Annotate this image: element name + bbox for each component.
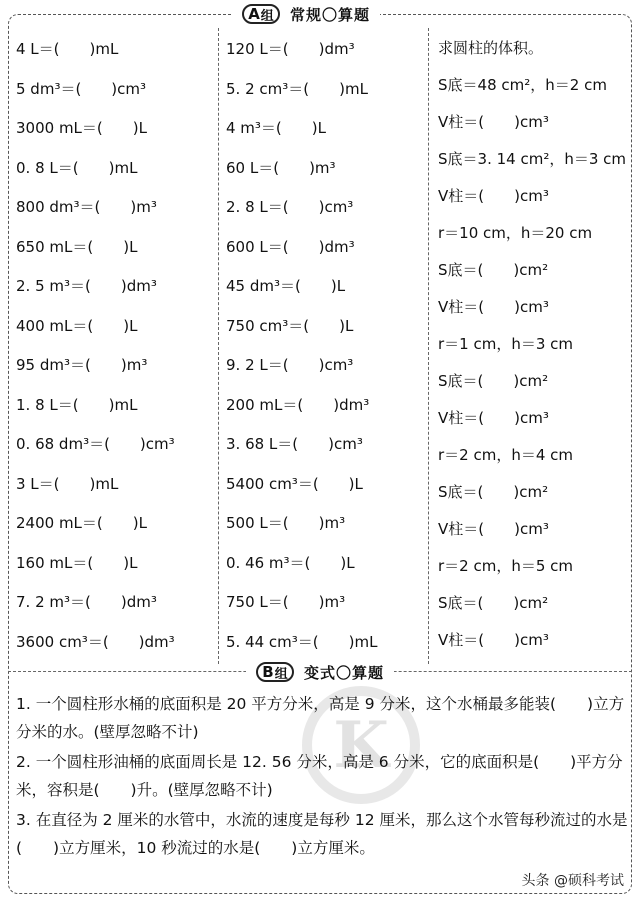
exercise-row: 2. 8 L＝( )cm³ [226, 198, 354, 216]
exercise-row: S底＝( )cm² [438, 594, 549, 612]
watermark-logo-icon: K [302, 686, 420, 804]
exercise-instruction: 求圆柱的体积。 [438, 39, 544, 57]
exercise-row: 2. 5 m³＝( )dm³ [16, 277, 157, 295]
exercise-row: 4 L＝( )mL [16, 40, 119, 58]
exercise-row: 5. 44 cm³＝( )mL [226, 632, 378, 651]
conversion-column-1 [16, 30, 216, 662]
exercise-row: r＝2 cm，h＝5 cm [438, 557, 574, 575]
section-a-header [232, 2, 380, 26]
word-problem-1: 1. 一个圆柱形水桶的底面积是 20 平方分米，高是 9 分米，这个水桶最多能装( )立方分米的水。(壁厚忽略不计) [16, 695, 625, 741]
exercise-row: 750 cm³＝( )L [226, 316, 354, 335]
exercise-row: 3600 cm³＝( )dm³ [16, 632, 175, 651]
exercise-row: 0. 46 m³＝( )L [226, 553, 355, 572]
exercise-row: V柱＝( )cm³ [438, 520, 549, 538]
cylinder-volume-column [438, 30, 628, 659]
exercise-row: 5. 2 cm³＝( )mL [226, 79, 368, 98]
exercise-row: r＝2 cm，h＝4 cm [438, 446, 574, 464]
exercise-row: 3. 68 L＝( )cm³ [226, 435, 363, 453]
exercise-row: 45 dm³＝( )L [226, 277, 346, 295]
exercise-row: 0. 8 L＝( )mL [16, 158, 138, 177]
exercise-row: 5400 cm³＝( )L [226, 474, 363, 493]
exercise-row: S底＝( )cm² [438, 261, 549, 279]
section-b-badge: B 组 [256, 662, 294, 682]
exercise-row: V柱＝( )cm³ [438, 631, 549, 649]
exercise-row: 7. 2 m³＝( )dm³ [16, 593, 157, 611]
exercise-row: S底＝48 cm²，h＝2 cm [438, 76, 607, 94]
exercise-row: 160 mL＝( )L [16, 553, 138, 572]
word-problem-2: 2. 一个圆柱形油桶的底面周长是 12. 56 分米，高是 6 分米，它的底面积是( )平方分米，容积是( )升。(壁厚忽略不计) [16, 753, 623, 799]
column-divider [428, 28, 429, 664]
exercise-row: 5 dm³＝( )cm³ [16, 79, 147, 98]
exercise-row: 500 L＝( )m³ [226, 514, 346, 532]
exercise-row: 600 L＝( )dm³ [226, 237, 355, 256]
exercise-row: V柱＝( )cm³ [438, 409, 549, 427]
exercise-row: S底＝( )cm² [438, 483, 549, 501]
exercise-row: 4 m³＝( )L [226, 119, 326, 137]
exercise-row: 95 dm³＝( )m³ [16, 356, 148, 374]
section-a-badge: A 组 [242, 4, 280, 24]
section-a-title: 常规〇算题 [290, 5, 371, 24]
exercise-row: S底＝( )cm² [438, 372, 549, 390]
exercise-row: 0. 68 dm³＝( )cm³ [16, 435, 175, 453]
exercise-row: 3 L＝( )mL [16, 474, 119, 493]
exercise-row: 1. 8 L＝( )mL [16, 395, 138, 414]
exercise-row: S底＝3. 14 cm²，h＝3 cm [438, 150, 627, 168]
exercise-row: 2400 mL＝( )L [16, 514, 147, 532]
exercise-row: V柱＝( )cm³ [438, 113, 549, 131]
exercise-row: 400 mL＝( )L [16, 316, 138, 335]
exercise-row: 750 L＝( )m³ [226, 593, 346, 611]
section-b-header [246, 660, 394, 684]
exercise-row: V柱＝( )cm³ [438, 187, 549, 205]
column-divider [218, 28, 219, 664]
exercise-row: 3000 mL＝( )L [16, 119, 147, 137]
exercise-row: V柱＝( )cm³ [438, 298, 549, 316]
exercise-row: r＝1 cm，h＝3 cm [438, 335, 574, 353]
section-b-title: 变式〇算题 [304, 663, 385, 682]
word-problem-3: 3. 在直径为 2 厘米的水管中，水流的速度是每秒 12 厘米，那么这个水管每秒流过的水是( )立方厘米，10 秒流过的水是( )立方厘米。 [16, 811, 628, 857]
exercise-row: r＝10 cm，h＝20 cm [438, 224, 593, 242]
exercise-row: 120 L＝( )dm³ [226, 40, 355, 58]
exercise-row: 9. 2 L＝( )cm³ [226, 356, 354, 374]
conversion-column-2 [226, 30, 426, 662]
exercise-row: 650 mL＝( )L [16, 237, 138, 256]
exercise-row: 800 dm³＝( )m³ [16, 198, 157, 216]
word-problems [16, 690, 628, 864]
exercise-row: 200 mL＝( )dm³ [226, 395, 370, 414]
brand-watermark: 头条 @硕科考试 [520, 870, 626, 890]
exercise-row: 60 L＝( )m³ [226, 158, 336, 177]
